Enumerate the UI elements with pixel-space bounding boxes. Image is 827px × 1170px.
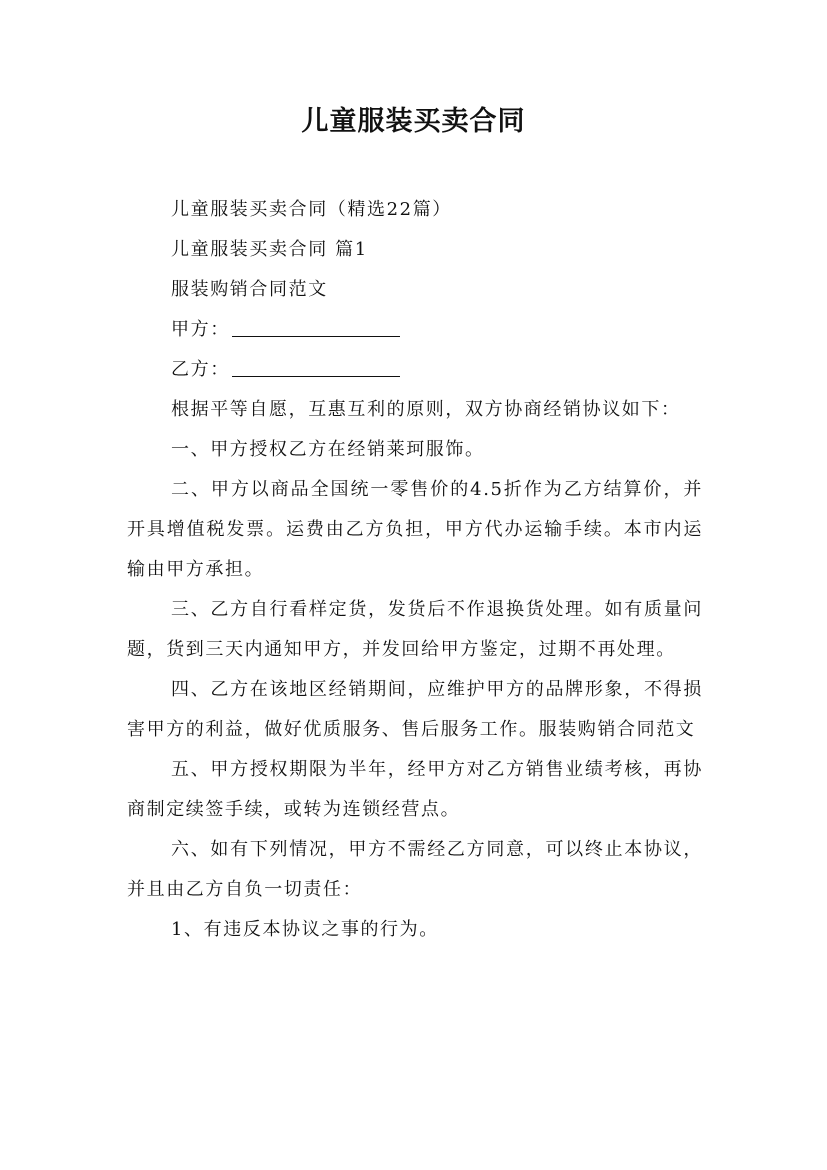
paragraph-item-1: 1、有违反本协议之事的行为。 <box>171 919 439 940</box>
party-a-blank <box>232 318 400 337</box>
document-subtitle: 儿童服装买卖合同（精选22篇） <box>171 199 452 220</box>
paragraph-clause-4: 四、乙方在该地区经销期间，应维护甲方的品牌形象，不得损害甲方的利益，做好优质服务、售后服务工作。服装购销合同范文 <box>127 679 703 740</box>
paragraph-clause-2: 二、甲方以商品全国统一零售价的4.5折作为乙方结算价，并开具增值税发票。运费由乙方负担，甲方代办运输手续。本市内运输由甲方承担。 <box>127 479 703 580</box>
paragraph-clause-3: 三、乙方自行看样定货，发货后不作退换货处理。如有质量问题，货到三天内通知甲方，并发回给甲方鉴定，过期不再处理。 <box>127 599 703 660</box>
party-b-blank <box>232 358 400 377</box>
paragraph-clause-1: 一、甲方授权乙方在经销莱珂服饰。 <box>171 439 485 460</box>
paragraph-intro: 根据平等自愿，互惠互利的原则，双方协商经销协议如下： <box>171 399 681 420</box>
party-b-label: 乙方： <box>171 359 230 380</box>
section-heading: 儿童服装买卖合同 篇1 <box>171 239 368 260</box>
party-a-label: 甲方： <box>171 319 230 340</box>
paragraph-clause-5: 五、甲方授权期限为半年，经甲方对乙方销售业绩考核，再协商制定续签手续，或转为连锁经营点。 <box>127 759 703 820</box>
party-b-line <box>127 350 703 390</box>
document-title: 儿童服装买卖合同 <box>301 106 526 137</box>
paragraph-clause-6: 六、如有下列情况，甲方不需经乙方同意，可以终止本协议，并且由乙方自负一切责任： <box>127 839 703 900</box>
contract-name: 服装购销合同范文 <box>171 279 328 300</box>
document-body <box>127 190 703 950</box>
party-a-line <box>127 310 703 350</box>
